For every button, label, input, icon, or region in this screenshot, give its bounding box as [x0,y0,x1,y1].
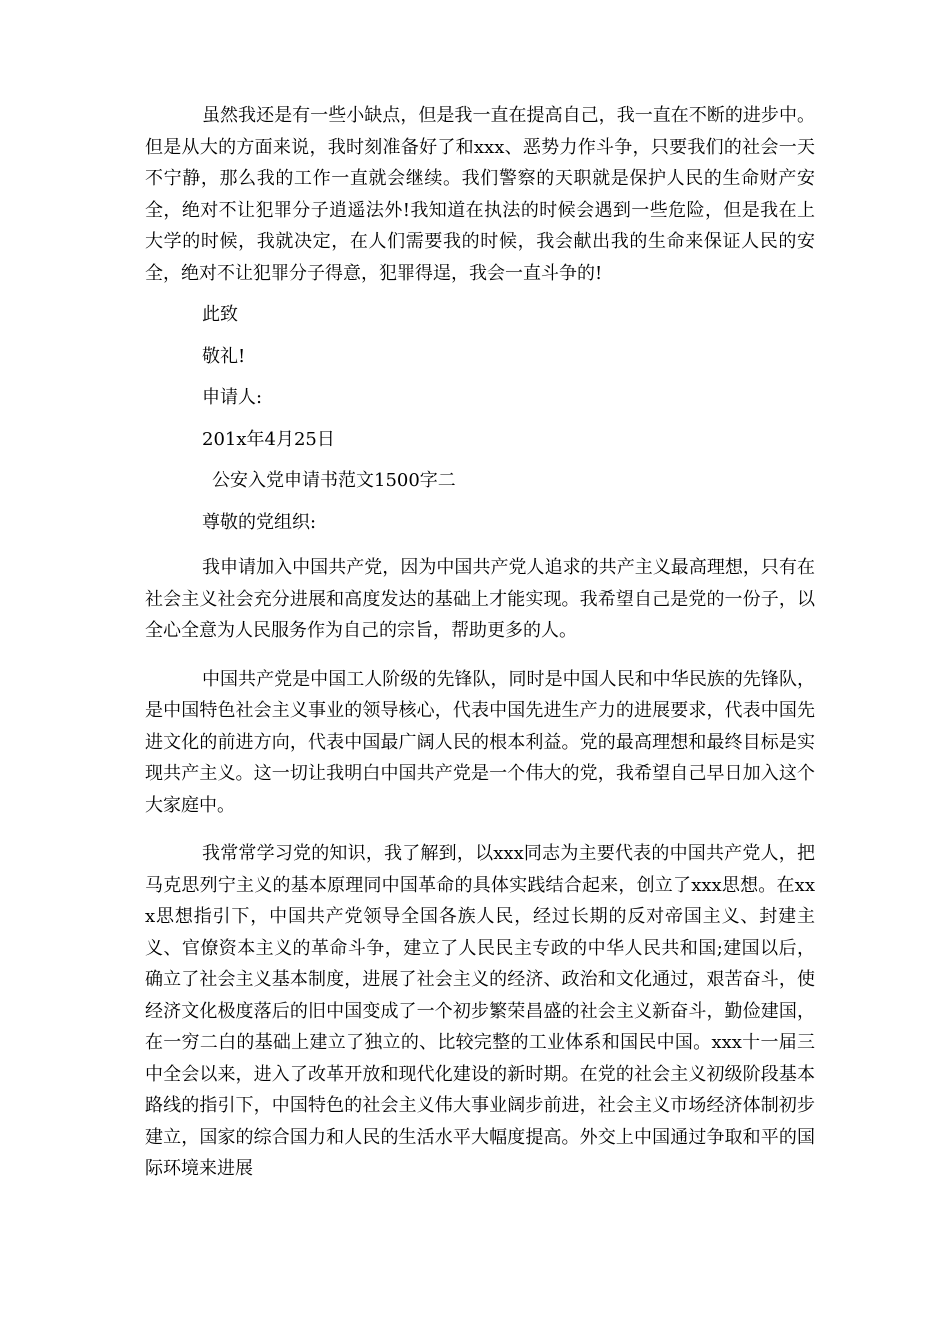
applicant-label: 申请人: [202,387,263,408]
paragraph-3: 中国共产党是中国工人阶级的先锋队，同时是中国人民和中华民族的先锋队，是中国特色社会主义事业的领导核心，代表中国先进生产力的进展要求，代表中国先进文化的前进方向，代表中国最广阔人民的根本利益。党的最高理想和最终目标是实现共产主义。这一切让我明白中国共产党是一个伟大的党，我希望自己早日加入这个大家庭中。 [145,668,815,816]
salutation: 尊敬的党组织: [202,511,317,533]
paragraph-2: 我申请加入中国共产党，因为中国共产党人追求的共产主义最高理想，只有在社会主义社会充分进展和高度发达的基础上才能实现。我希望自己是党的一份子，以全心全意为人民服务作为自己的宗旨，帮助更多的人。 [145,557,815,641]
paragraph-1: 虽然我还是有一些小缺点，但是我一直在提高自己，我一直在不断的进步中。但是从大的方面来说，我时刻准备好了和xxx、恶势力作斗争，只要我们的社会一天不宁静，那么我的工作一直就会继续。我们警察的天职就是保护人民的生命财产安全，绝对不让犯罪分子逍遥法外!我知道在执法的时候会遇到一些危险，但是我在上大学的时候，我就决定，在人们需要我的时候，我会献出我的生命来保证人民的安全，绝对不让犯罪分子得意，犯罪得逞，我会一直斗争的! [145,105,815,284]
document-page [145,100,815,1185]
paragraph-4: 我常常学习党的知识，我了解到，以xxx同志为主要代表的中国共产党人，把马克思列宁主义的基本原理同中国革命的具体实践结合起来，创立了xxx思想。在xxx思想指引下，中国共产党领导全国各族人民，经过长期的反对帝国主义、封建主义、官僚资本主义的革命斗争，建立了人民民主专政的中华人民共和国;建国以后，确立了社会主义基本制度，进展了社会主义的经济、政治和文化通过，艰苦奋斗，使经济文化极度落后的旧中国变成了一个初步繁荣昌盛的社会主义新奋斗，勤俭建国，在一穷二白的基础上建立了独立的、比较完整的工业体系和国民中国。xxx十一届三中全会以来，进入了改革开放和现代化建设的新时期。在党的社会主义初级阶段基本路线的指引下，中国特色的社会主义伟大事业阔步前进，社会主义市场经济体制初步建立，国家的综合国力和人民的生活水平大幅度提高。外交上中国通过争取和平的国际环境来进展 [145,843,815,1179]
closing-salutation: 此致 [202,304,238,325]
closing-regards: 敬礼! [202,345,246,367]
application-date: 201x年4月25日 [202,428,335,450]
section-title: 公安入党申请书范文1500字二 [212,470,456,491]
